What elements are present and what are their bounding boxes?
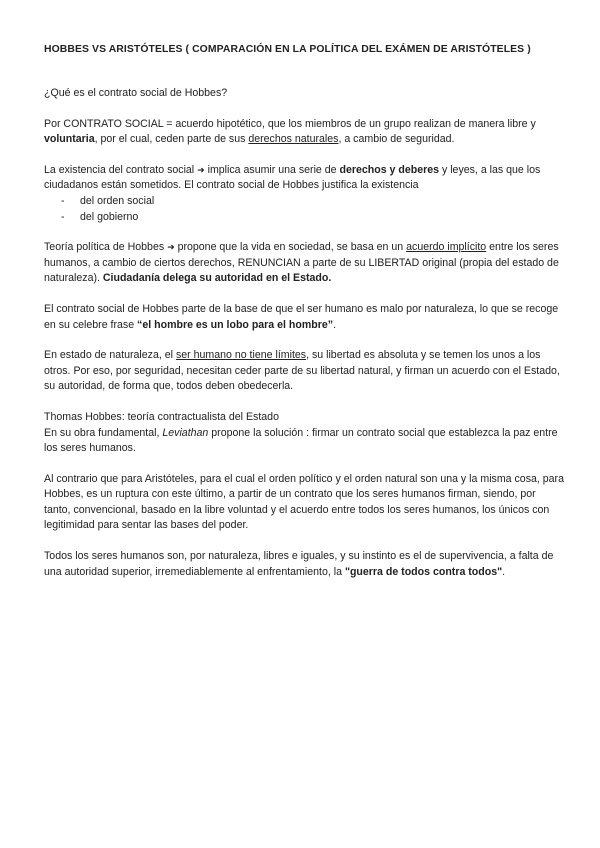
- list-item: - del gobierno: [44, 210, 564, 226]
- text-span: Teoría política de Hobbes: [44, 241, 168, 254]
- paragraph-hombre-malo: [44, 302, 564, 333]
- paragraph-estado-naturaleza: [44, 348, 564, 395]
- text-span: entre los seres humanos, a cambio de ciertos derechos, RENUNCIAN a parte de su LIBERTAD original (propia del estado de naturaleza).: [44, 241, 559, 285]
- paragraph-leviathan: [44, 426, 564, 457]
- italic-title: Leviathan: [162, 426, 209, 439]
- bold-text: Ciudadanía delega su autoridad en el Estado.: [102, 272, 332, 285]
- text-span: Por CONTRATO SOCIAL = acuerdo hipotético, que los miembros de un grupo realizan de manera libre y: [44, 117, 536, 130]
- bold-quote: "guerra de todos contra todos": [344, 565, 503, 578]
- text-span: En su obra fundamental,: [44, 426, 163, 439]
- document-body: [44, 86, 564, 595]
- text-span: .: [333, 318, 337, 331]
- arrow-icon: ➜: [167, 242, 175, 253]
- underlined-text: ser humano no tiene límites: [175, 349, 307, 362]
- bold-text: voluntaria: [44, 133, 95, 146]
- bold-quote: “el hombre es un lobo para el hombre”: [137, 318, 334, 331]
- question-heading: ¿Qué es el contrato social de Hobbes?: [44, 87, 228, 99]
- arrow-icon: ➜: [197, 164, 205, 175]
- bullet-list: [44, 194, 564, 225]
- document-title: HOBBES VS ARISTÓTELES ( COMPARACIÓN EN LA POLÍTICA DEL EXÁMEN DE ARISTÓTELES ): [44, 44, 531, 55]
- paragraph-existencia: [44, 163, 564, 194]
- text-span: La existencia del contrato social: [44, 163, 198, 176]
- list-item: - del orden social: [44, 194, 564, 210]
- text-span: , por el cual, ceden parte de sus: [94, 133, 249, 146]
- text-span: , su libertad es absoluta y se temen los unos a los otros. Por eso, por seguridad, necesitan ceder parte de su libertad natural, y firman un acuerdo con el Estado, su autoridad, de forma que, todos deben obedecerla.: [44, 349, 560, 393]
- paragraph-teoria-politica: [44, 240, 564, 287]
- underlined-text: acuerdo implícito: [406, 241, 487, 254]
- paragraph-contrato-social: [44, 117, 564, 148]
- text-span: , a cambio de seguridad.: [338, 133, 455, 146]
- text-span: El contrato social de Hobbes parte de la base de que el ser humano es malo por naturaleza, lo que se recoge en su celebre frase: [44, 302, 559, 331]
- text-span: implica asumir una serie de: [204, 163, 340, 176]
- underlined-text: derechos naturales: [248, 133, 339, 146]
- text-span: Todos los seres humanos son, por naturaleza, libres e iguales, y su instinto es el de supervivencia, a falta de una autoridad superior, irremediablemente al enfrentamiento, la: [44, 550, 554, 578]
- text-span: propone que la vida en sociedad, se basa en un: [174, 241, 407, 254]
- bold-text: derechos y deberes: [339, 163, 440, 176]
- text-span: En estado de naturaleza, el: [44, 349, 176, 362]
- text-span: .: [502, 565, 506, 578]
- paragraph-guerra: [44, 549, 564, 580]
- text-span: propone la solución : firmar un contrato social que establezca la paz entre los seres humanos.: [44, 426, 558, 455]
- text-span: y leyes, a las que los ciudadanos están sometidos. El contrato social de Hobbes justifica la existencia: [44, 163, 541, 192]
- paragraph-aristoteles: Al contrario que para Aristóteles, para el cual el orden político y el orden natural son una y la misma cosa, para Hobbes, es un ruptura con este último, a partir de un contrato que los seres humanos firman, siendo, por tanto, convencional, basado en la libre voluntad y el acuerdo entre todos los seres humanos, los únicos con legitimidad para sentar las bases del poder.: [44, 472, 564, 532]
- paragraph-hobbes-line: Thomas Hobbes: teoría contractualista del Estado: [44, 410, 279, 423]
